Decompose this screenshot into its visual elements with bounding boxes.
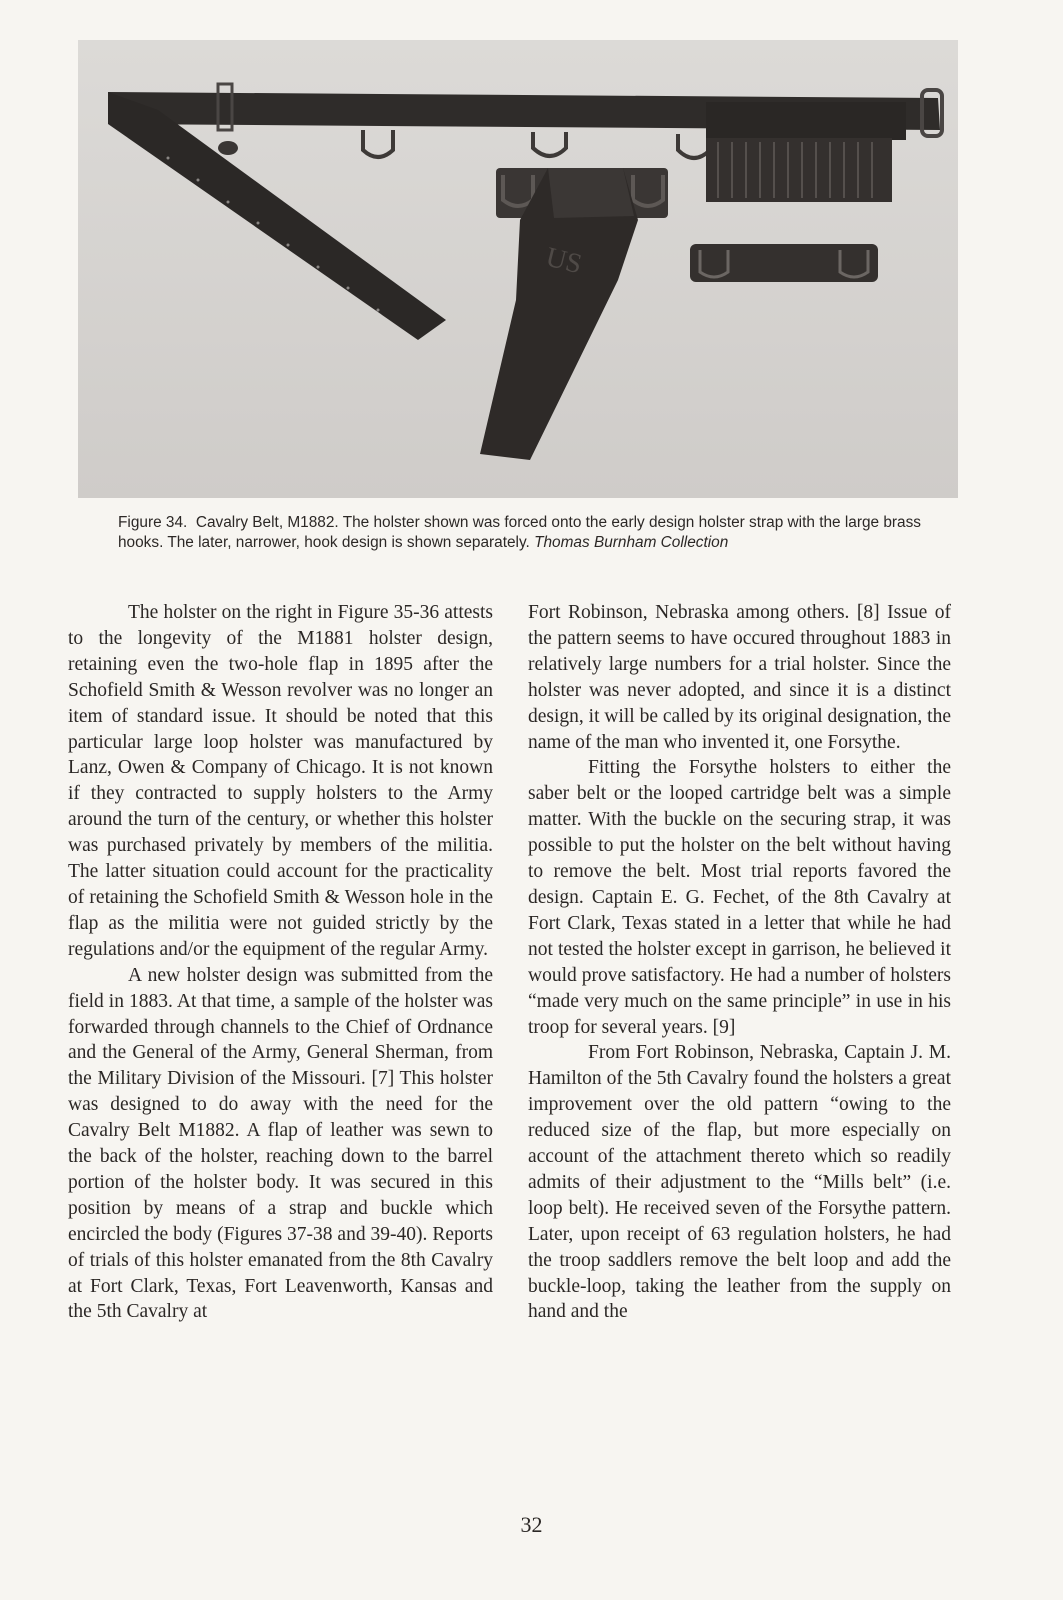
cavalry-belt-photo-illustration — [78, 40, 958, 498]
caption-text: Figure 34. Cavalry Belt, M1882. The holster shown was forced onto the early design holster strap with the large brass hooks. The later, narrower, hook design is shown separately. — [118, 514, 922, 551]
paragraph: Fitting the Forsythe holsters to either the saber belt or the looped cartridge belt was a simple matter. With the buckle on the securing strap, it was possible to put the holster on the belt without having to remove the belt. Most trial reports favored the design. Captain E. G. Fechet, of the 8th Cavalry at Fort Clark, Texas stated in a letter that while he had not tested the holster except in garrison, he believed it would prove satisfactory. He had a number of holsters “made very much on the same principle” in use in his troop for several years. [9] — [528, 757, 951, 1038]
svg-text:US: US — [542, 241, 585, 281]
figure-caption — [118, 513, 928, 553]
paragraph: From Fort Robinson, Nebraska, Captain J. M. Hamilton of the 5th Cavalry found the holsters a great improvement over the old pattern “owing to the reduced size of the flap, but more especially on account of the attachment thereto which so readily admits of their adjustment to the “Mills belt” (i.e. loop belt). He received seven of the Forsythe pattern. Later, upon receipt of 63 regulation holsters, he had the troop saddlers remove the belt loop and add the buckle-loop, taking the leather from the supply on hand and the — [528, 1042, 951, 1323]
right-column — [528, 600, 951, 1325]
paragraph: Fort Robinson, Nebraska among others. [8] Issue of the pattern seems to have occured throughout 1883 in relatively large numbers for a trial holster. Since the holster was never adopted, and since it is a distinct design, it will be called by its original designation, the name of the man who invented it, one Forsythe. — [528, 602, 951, 753]
figure-photo — [78, 40, 958, 498]
paragraph: A new holster design was submitted from the field in 1883. At that time, a sample of the holster was forwarded through channels to the Chief of Ordnance and the General of the Army, General Sherman, from the Military Division of the Missouri. [7] This holster was designed to do away with the need for the Cavalry Belt M1882. A flap of leather was sewn to the back of the holster, reaching down to the barrel portion of the holster body. It was secured in this position by means of a strap and buckle which encircled the body (Figures 37-38 and 39-40). Reports of trials of this holster emanated from the 8th Cavalry at Fort Clark, Texas, Fort Leavenworth, Kansas and the 5th Cavalry at — [68, 964, 493, 1323]
page-number: 32 — [520, 1512, 543, 1537]
left-column — [68, 600, 493, 1325]
caption-credit: Thomas Burnham Collection — [534, 534, 729, 551]
paragraph: The holster on the right in Figure 35-36 attests to the longevity of the M1881 holster design, retaining even the two-hole flap in 1895 after the Schofield Smith & Wesson revolver was no longer an item of standard issue. It should be noted that this particular large loop holster was manufactured by Lanz, Owen & Company of Chicago. It is not known if they contracted to supply holsters to the Army around the turn of the century, or whether this holster was purchased privately by members of the militia. The latter situation could account for the practicality of retaining the Schofield Smith & Wesson hole in the flap as the militia were not guided strictly by the regulations and/or the equipment of the regular Army. — [68, 602, 493, 960]
